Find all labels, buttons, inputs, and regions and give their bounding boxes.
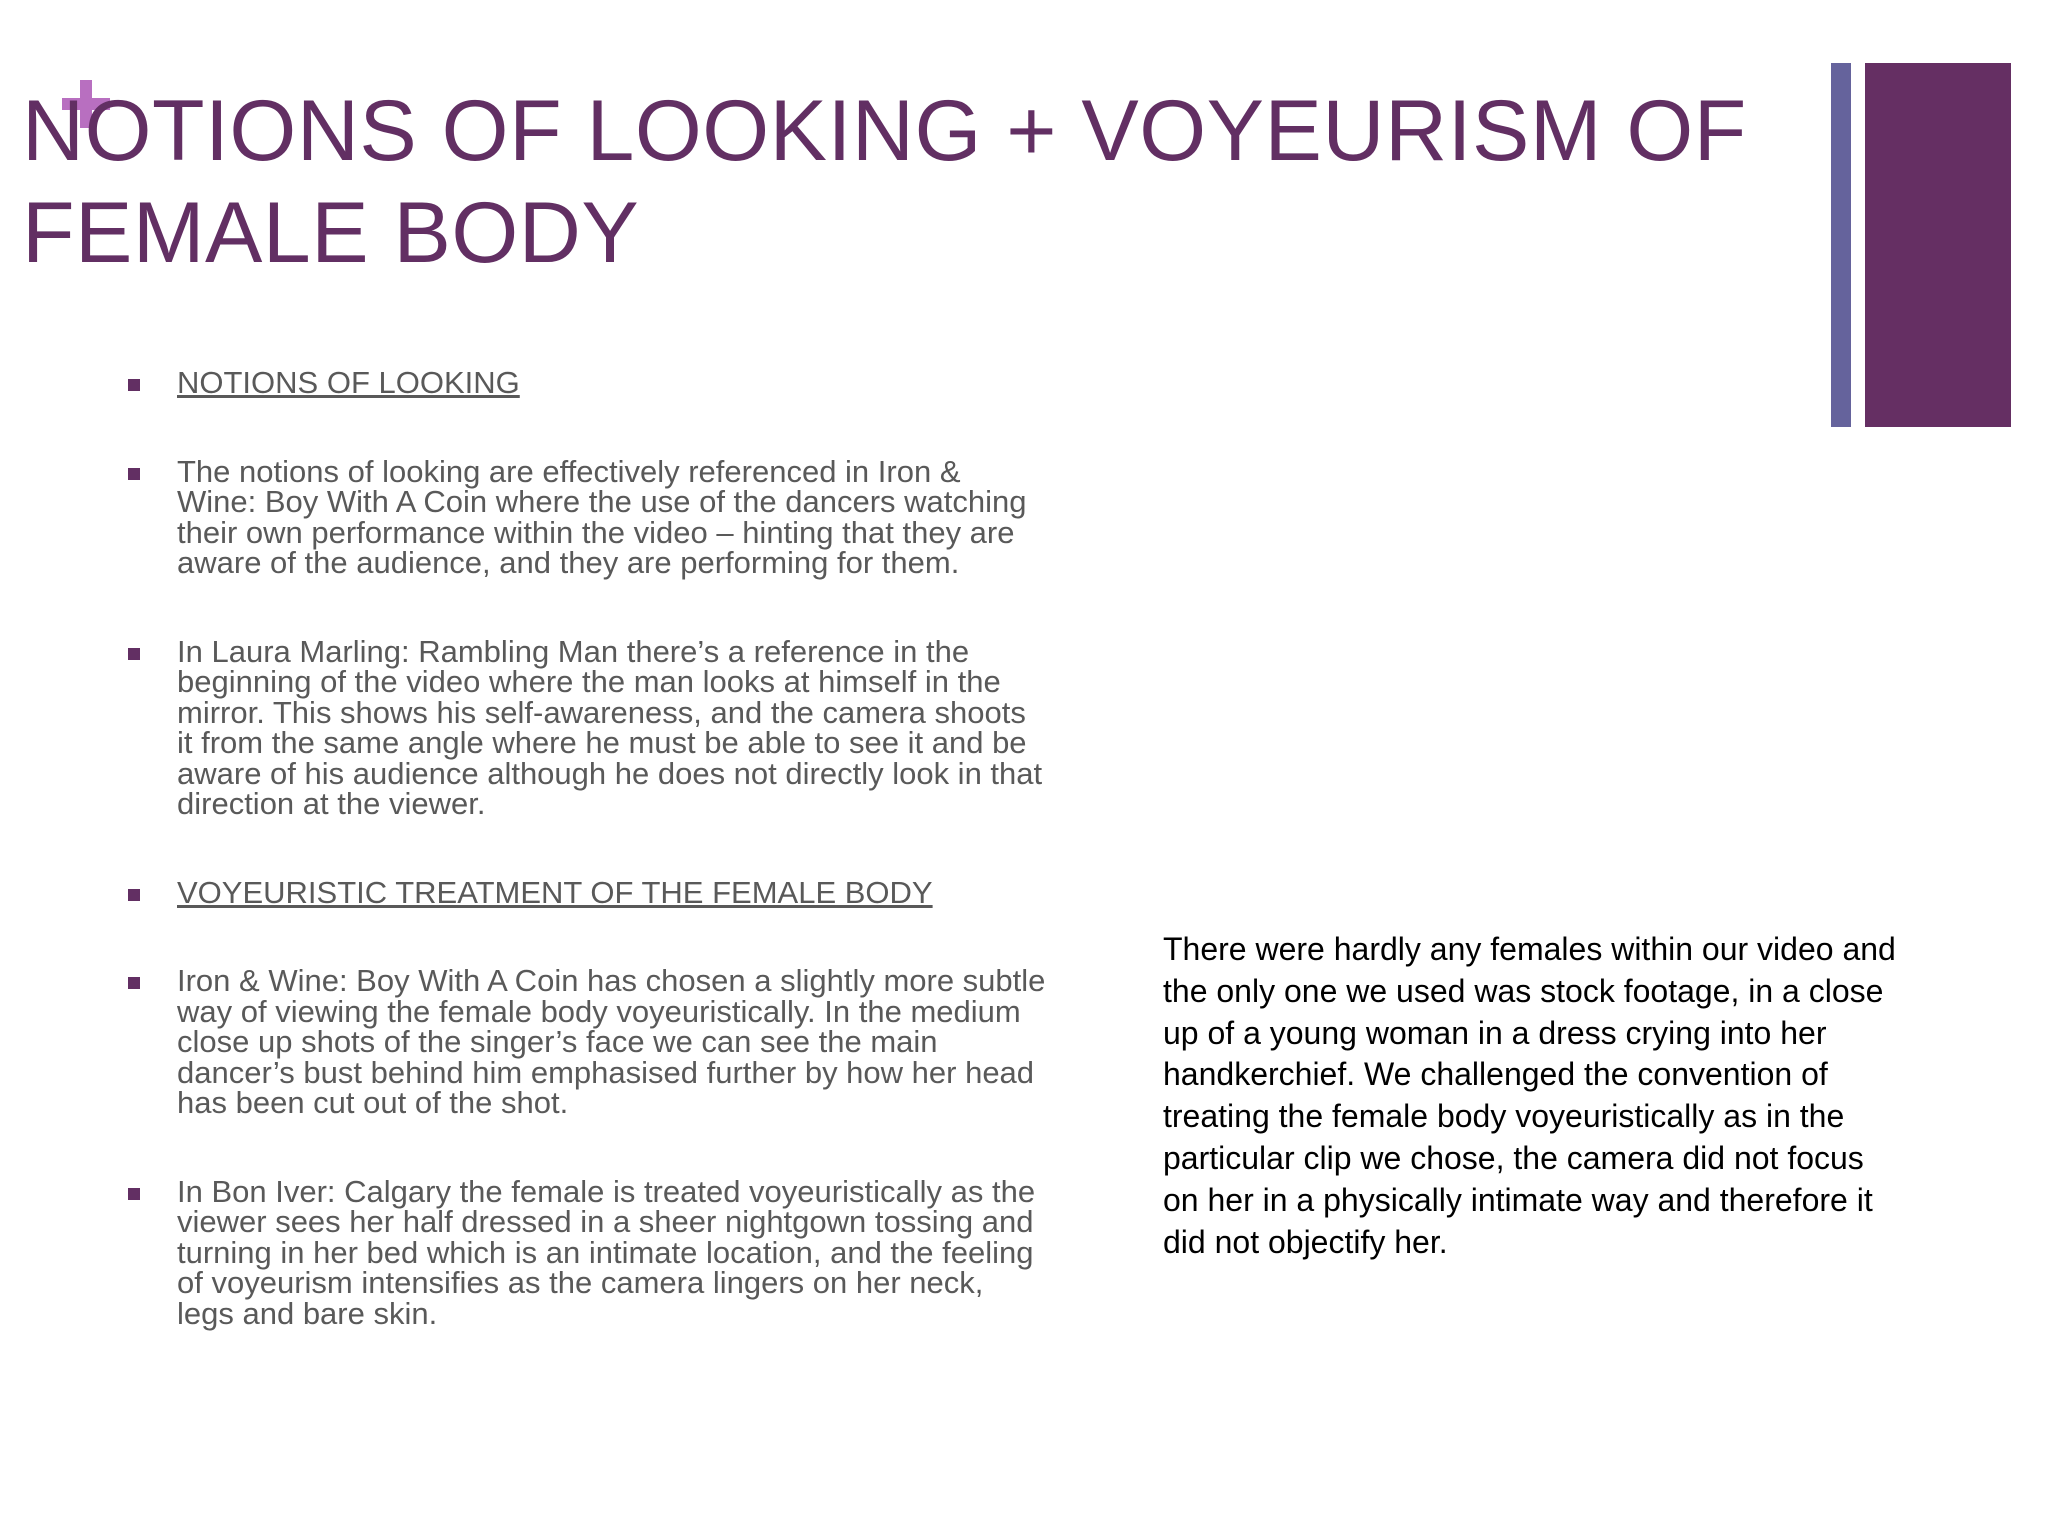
square-bullet-icon — [128, 889, 140, 901]
bullet-item-heading-notions — [126, 365, 1046, 400]
square-bullet-icon — [128, 648, 140, 660]
accent-bar-thick — [1865, 63, 2011, 427]
square-bullet-icon — [128, 468, 140, 480]
bullet-item-heading-voyeuristic — [126, 874, 1046, 910]
bullet-text: VOYEURISTIC TREATMENT OF THE FEMALE BODY — [177, 874, 933, 910]
square-bullet-icon — [128, 379, 140, 391]
bullet-item-laura-marling — [126, 633, 1046, 821]
bullet-text: NOTIONS OF LOOKING — [177, 365, 520, 400]
bullet-text: In Laura Marling: Rambling Man there’s a reference in the beginning of the video where the man looks at himself in the mirror. This shows his self-awareness, and the camera shoots it from the same angle where he must be able to see it and be aware of his audience although he does not directly look in that direction at the viewer. — [177, 633, 1043, 821]
bullet-item-iron-wine-looking — [126, 453, 1046, 580]
bullet-item-iron-wine-voyeurism — [126, 963, 1046, 1120]
square-bullet-icon — [128, 977, 140, 989]
accent-bar-thin — [1831, 63, 1851, 427]
square-bullet-icon — [128, 1188, 140, 1200]
slide-title: NOTIONS OF LOOKING + VOYEURISM OF FEMALE BODY — [22, 83, 1747, 281]
side-paragraph: There were hardly any females within our video and the only one we used was stock footage, in a close up of a young woman in a dress crying into her handkerchief. We challenged the convention of treating the female body voyeuristically as in the particular clip we chose, the camera did not focus on her in a physically intimate way and therefore it did not objectify her. — [1163, 931, 1896, 1260]
bullet-text: Iron & Wine: Boy With A Coin has chosen a slightly more subtle way of viewing the female body voyeuristically. In the medium close up shots of the singer’s face we can see the main dancer’s bust behind him emphasised further by how her head has been cut out of the shot. — [177, 963, 1046, 1120]
bullet-list — [126, 365, 1046, 1331]
bullet-text: In Bon Iver: Calgary the female is treated voyeuristically as the viewer sees her half dressed in a sheer nightgown tossing and turning in her bed which is an intimate location, and the feeling of voyeurism intensifies as the camera lingers on her neck, legs and bare skin. — [177, 1173, 1036, 1331]
bullet-item-bon-iver — [126, 1173, 1046, 1331]
bullet-text: The notions of looking are effectively referenced in Iron & Wine: Boy With A Coin where the use of the dancers watching their own performance within the video – hinting that they are aware of the audience, and they are performing for them. — [177, 453, 1027, 580]
